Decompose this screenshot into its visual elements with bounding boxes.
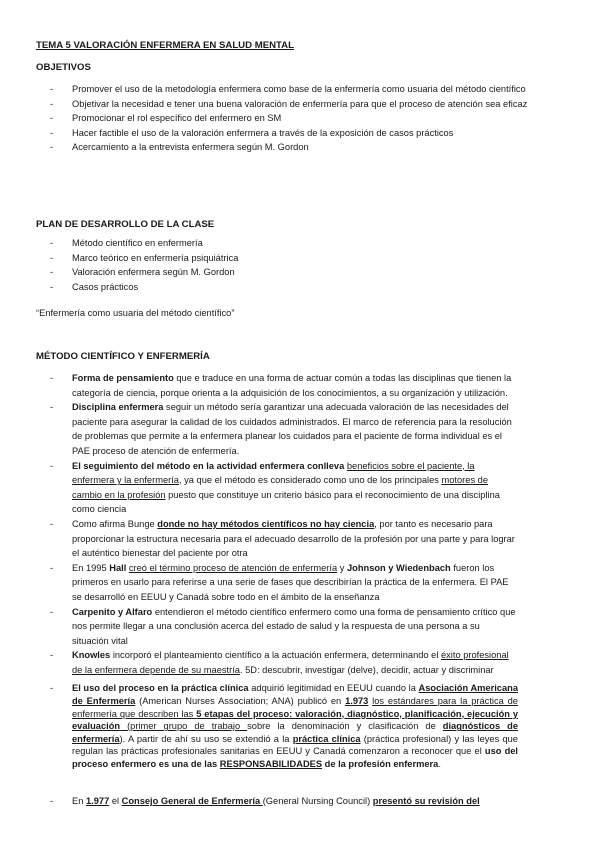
metodo-list-continued [0, 794, 518, 809]
list-item: - En 1995 Hall creó el término proceso de atención de enfermería y Johnson y Wiedenbach fueron los primeros en usarlo para referirse a una serie de fases que describirían la práctica de la enfermera. El PAE se desarrolló en EEUU y Canadá sobre todo en el ámbito de la enseñanza [0, 561, 518, 605]
list-item: - Objetivar la necesidad e tener una buena valoración de enfermería para que el proceso de atención sea eficaz [0, 97, 532, 112]
list-item: - Hacer factible el uso de la valoración enfermera a través de la exposición de casos prácticos [0, 126, 532, 141]
list-item: - Como afirma Bunge donde no hay métodos científicos no hay ciencia, por tanto es necesario para proporcionar la estructura necesaria para el adecuado desarrollo de la profesión por una parte y para lograr el auténtico bienestar del paciente por otra [0, 517, 518, 561]
objetivos-heading: OBJETIVOS [36, 62, 91, 73]
list-item: - Promocionar el rol específico del enfermero en SM [0, 111, 532, 126]
list-item: - Carpenito y Alfaro entendieron el método científico enfermero como una forma de pensamiento crítico que nos permite llegar a una conclusión acerca del estado de salud y la respuesta de una persona a su situación vital [0, 605, 518, 649]
plan-quote: “Enfermería como usuaria del método científico” [36, 308, 235, 318]
list-item: - Valoración enfermera según M. Gordon [0, 265, 532, 280]
list-item: - Forma de pensamiento que e traduce en una forma de actuar común a todas las disciplinas que tienen la categoría de ciencia, porque orienta a la adquisición de los conocimientos, a su organización y utilización. [0, 371, 518, 400]
list-item: - Método científico en enfermería [0, 236, 532, 251]
list-item: - En 1.977 el Consejo General de Enfermería (General Nursing Council) presentó su revisión del [0, 794, 518, 809]
objetivos-list [0, 82, 532, 155]
list-item: - Promover el uso de la metodología enfermera como base de la enfermería como usuaria del método científico [0, 82, 532, 97]
plan-heading: PLAN DE DESARROLLO DE LA CLASE [36, 219, 215, 230]
list-item: - Acercamiento a la entrevista enfermera según M. Gordon [0, 140, 532, 155]
list-item: - Disciplina enfermera seguir un método sería garantizar una adecuada valoración de las necesidades del paciente para asegurar la calidad de los cuidados administrados. El marco de referencia para la resolución de problemas que permite a la enfermera planear los cuidados para el paciente de forma individual es el PAE proceso de atención de enfermería. [0, 400, 518, 458]
metodo-heading: MÉTODO CIENTÍFICO Y ENFERMERÍA [36, 351, 210, 362]
metodo-list [0, 371, 518, 771]
list-item: - Marco teórico en enfermería psiquiátrica [0, 251, 532, 266]
document-title: TEMA 5 VALORACIÓN ENFERMERA EN SALUD MENTAL [36, 40, 294, 51]
list-item: - El seguimiento del método en la actividad enfermera conlleva beneficios sobre el paciente, la enfermera y la enfermería, ya que el método es considerado como uno de los principales motores de cambio en la profesión puesto que constituye un criterio básico para el reconocimiento de una disciplina como ciencia [0, 459, 518, 517]
list-item: - Knowles incorporó el planteamiento científico a la actuación enfermera, determinando el éxito profesional de la enfermera depende de su maestría. 5D: descubrir, investigar (delve), decidir, actuar y discriminar [0, 648, 518, 677]
list-item: - El uso del proceso en la práctica clínica adquirió legitimidad en EEUU cuando la Asociación Americana de Enfermería (American Nurses Association; ANA) publicó en 1.973 los estándares para la práctica de enfermería que describen las 5 etapas del proceso: valoración, diagnóstico, planificación, ejecución y evaluación (primer grupo de trabajo sobre la denominación y clasificación de diagnósticos de enfermería). A partir de ahí su uso se extendió a la práctica clínica (práctica profesional) y las leyes que regulan las prácticas profesionales sanitarias en EEUU y Canadá comenzaron a reconocer que el uso del proceso enfermero es una de las RESPONSABILIDADES de la profesión enfermera. [0, 682, 518, 770]
list-item: - Casos prácticos [0, 280, 532, 295]
plan-list [0, 236, 532, 294]
